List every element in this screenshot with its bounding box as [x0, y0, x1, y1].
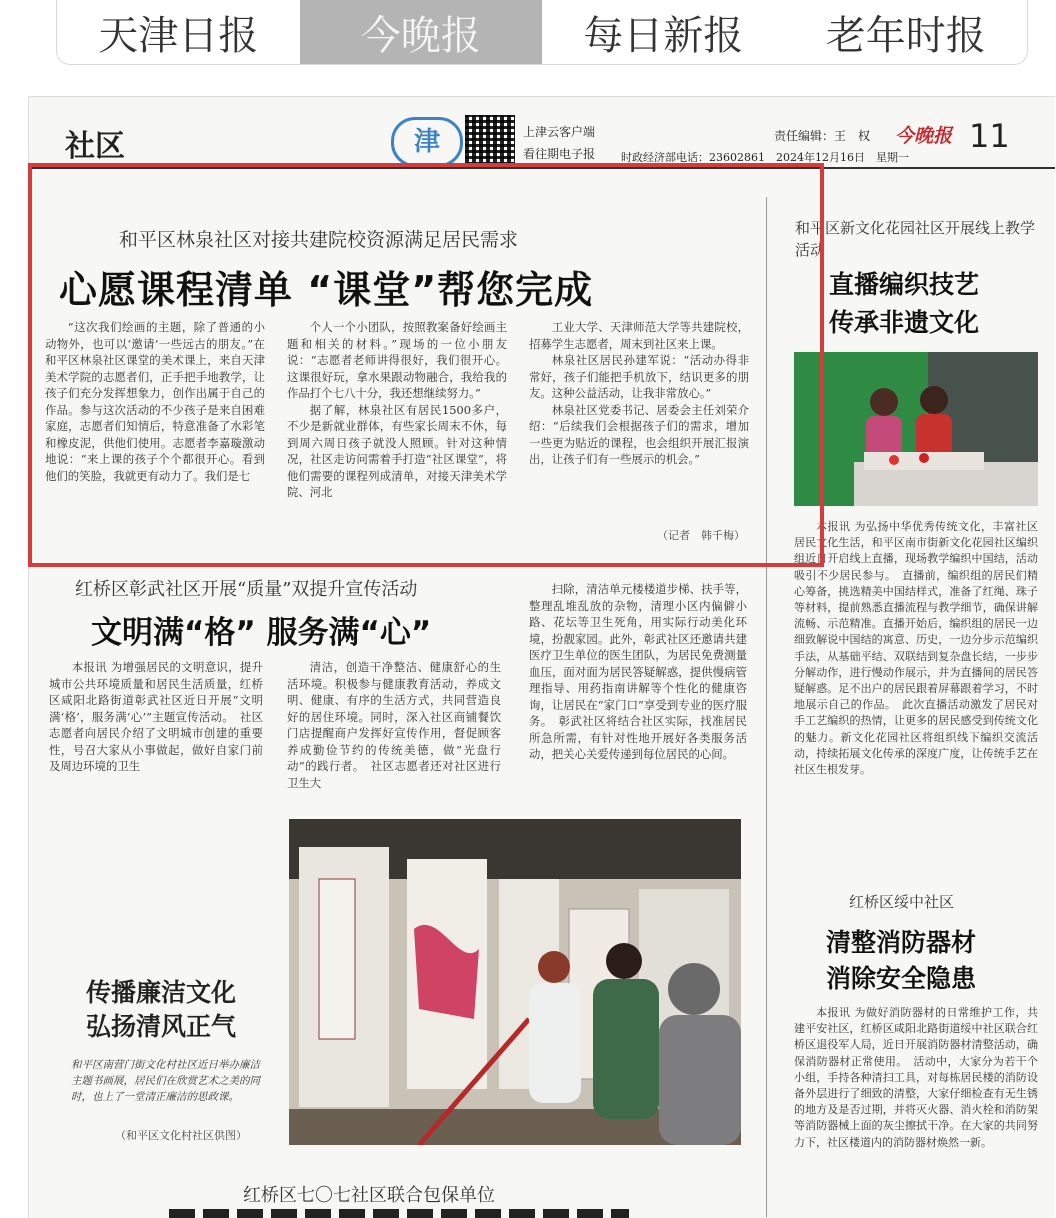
second-article-kicker: 红桥区彰武社区开展“质量”双提升宣传活动	[75, 579, 418, 600]
fire-article-body: 本报讯 为做好消防器材的日常维护工作，共建平安社区，红桥区咸阳北路街道绥中社区联合红桥区退役军人局，近日开展消防器材清整活动，确保消防器材正常使用。 活动中，大家分为若干个小组，手持各种清扫工具，对每栋居民楼的消防设备外层进行了细致的清整，大家仔细检查有无生锈的地方及是否过期，并将灭火器、消火栓和消防架等消防器械上面的灰尘擦拭干净。在大家的共同努力下，社区楼道内的消防器材焕然一新。	[794, 1006, 1038, 1149]
main-article-col3: 工业大学、天津师范大学等共建院校，招募学生志愿者，周末到社区来上课。 林泉社区居民孙建军说：“活动办得非常好，孩子们能把手机放下，结识更多的朋友。这种公益活动，让我非常放心。” 林泉社区党委书记、居委会主任刘荣介绍：“后续我们会根据孩子们的需求，增加一些更为贴近的课程，也会组织开展汇报演出，让孩子们有一些展示的机会。”	[529, 320, 749, 466]
app-promo-line2: 看往期电子报	[523, 147, 596, 161]
weaving-headline-line2: 传承非遗文化	[829, 308, 980, 337]
tab-jinwanbao[interactable]: 今晚报	[300, 0, 543, 64]
photo-caption-title-line2: 弘扬清风正气	[85, 1012, 236, 1041]
section-title: 社区	[65, 129, 125, 164]
photo-caption-title-line1: 传播廉洁文化	[85, 978, 236, 1007]
fire-headline-line1: 清整消防器材	[826, 928, 977, 957]
tab-elderly-times[interactable]: 老年时报	[825, 12, 986, 59]
fire-headline-line2: 消除安全隐患	[826, 964, 977, 993]
tab-tianjin-daily[interactable]: 天津日报	[98, 12, 259, 59]
main-article-headline: 心愿课程清单 “课堂”帮您完成	[59, 268, 594, 312]
bottom-article-kicker: 红桥区七〇七社区联合包保单位	[243, 1185, 495, 1206]
second-article-col3: 扫除，清洁单元楼楼道步梯、扶手等，整理乱堆乱放的杂物，清理小区内偏僻小路、花坛等卫生死角，用实际行动美化环境，扮靓家园。此外，彰武社区还邀请共建医疗卫生单位的医生团队，为居民免费测量血压，面对面为居民答疑解惑，提供慢病管理指导、用药指南讲解等个性化的健康咨询，让居民在“家门口”享受到专业的医疗服务。 彰武社区将结合社区实际，找准居民所急所需，有针对性地开展好各类服务活动，把关心关爱传递到每位居民的心间。	[529, 582, 747, 761]
weaving-headline-line1: 直播编织技艺	[829, 270, 980, 299]
photo-credit: （和平区文化村社区供图）	[115, 1129, 247, 1142]
main-article-col1: “这次我们绘画的主题，除了普通的小动物外，也可以‘邀请’一些远古的朋友。”在和平区林泉社区课堂的美术课上，来自天津美术学院的志愿者们，正手把手地教学，让孩子们充分发挥想象力，创作出属于自己的作品。参与这次活动的不少孩子是来自困难家庭，志愿者们知情后，特意准备了水彩笔和橡皮泥，供他们使用。志愿者李嘉璇激动地说：“来上课的孩子个个都很开心。看到他们的笑脸，我就更有动力了。我们是七	[45, 320, 265, 483]
qr-code-icon	[465, 115, 515, 165]
page-masthead	[29, 97, 1055, 169]
app-promo-line1: 上津云客户端	[523, 125, 596, 139]
second-article-col2: 清洁，创造干净整洁、健康舒心的生活环境。积极参与健康教育活动，养成文明、健康、有序的生活方式，共同营造良好的居住环境。同时，深入社区商铺餐饮门店提醒商户发挥好宣传作用，督促顾客养成勤俭节约的传统美德，做“光盘行动”的践行者。 社区志愿者还对社区进行卫生大	[287, 660, 501, 790]
second-article-col1: 本报讯 为增强居民的文明意识，提升城市公共环境质量和居民生活质量，红桥区咸阳北路街道彰武社区近日开展“文明满‘格’，服务满‘心’”主题宣传活动。 社区志愿者向居民介绍了文明城市创建的重要性，号召大家从小事做起，做好自家门前及周边环境的卫生	[49, 660, 263, 773]
editor-credit: 责任编辑：王 权	[774, 129, 871, 143]
tab-daily-new[interactable]: 每日新报	[583, 12, 744, 59]
main-article-byline: （记者 韩千梅）	[657, 529, 745, 542]
second-article-headline: 文明满“格” 服务满“心”	[91, 615, 432, 651]
page-number: 11	[969, 117, 1010, 155]
weaving-article-kicker: 和平区新文化花园社区开展线上教学活动	[795, 219, 1036, 259]
newspaper-tab-bar	[56, 0, 1028, 65]
dateline: 时政经济部电话：23602861 2024年12月16日 星期一	[621, 151, 909, 164]
highlight-box	[28, 163, 824, 567]
fire-article-kicker: 红桥区绥中社区	[849, 893, 955, 911]
main-article-kicker: 和平区林泉社区对接共建院校资源满足居民需求	[119, 229, 519, 251]
photo-caption-text: 和平区南营门街文化村社区近日举办廉洁主题书画展，居民们在欣赏艺术之美的同时，也上了一堂清正廉洁的思政课。	[71, 1059, 260, 1103]
jinyun-logo-icon: 津	[391, 117, 463, 167]
paper-name-logo: 今晚报	[895, 125, 953, 147]
main-article-col2: 个人一个小团队，按照教案备好绘画主题和相关的材料。”现场的一位小朋友说：“志愿者老师讲得很好，我们很开心。这课很好玩，拿水果跟动物融合，我给我的作品打个七八十分，我还想继续努力。” 据了解，林泉社区有居民1500多户，不少是新就业群体，有些家长周末不休，每到周六周日孩子就没人照顾。针对这种情况，社区走访问需着手打造“社区课堂”，将他们需要的课程列成清单，对接天津美术学院、河北	[287, 320, 507, 499]
weaving-article-body: 本报讯 为弘扬中华优秀传统文化，丰富社区居民文化生活，和平区南市街新文化花园社区编织组近日开启线上直播，现场教学编织中国结，活动吸引不少居民参与。 直播前，编织组的居民们精心筹备，挑选精美中国结样式，准备了红绳、珠子等材料，提前熟悉直播流程与教学细节，确保讲解流畅、示范精准。直播开始后，编织组的居民一边细致解说中国结的寓意、历史，一边分步示范编织手法，从基础平结、双联结到复杂盘长结，一步步分解动作，进行慢动作展示，并为直播间的居民答疑解惑。足不出户的居民跟着屏幕跟着学习，不时地展示自己的作品。 此次直播活动激发了居民对手工艺编织的热情，让更多的居民感受到传统文化的魅力。新文化花园社区将组织线下编织交流活动，持续拓展文化传承的深度广度，让传统手艺在社区生根发芽。	[794, 520, 1038, 777]
calligraphy-exhibition-photo	[289, 819, 741, 1145]
weaving-livestream-photo	[794, 352, 1038, 506]
